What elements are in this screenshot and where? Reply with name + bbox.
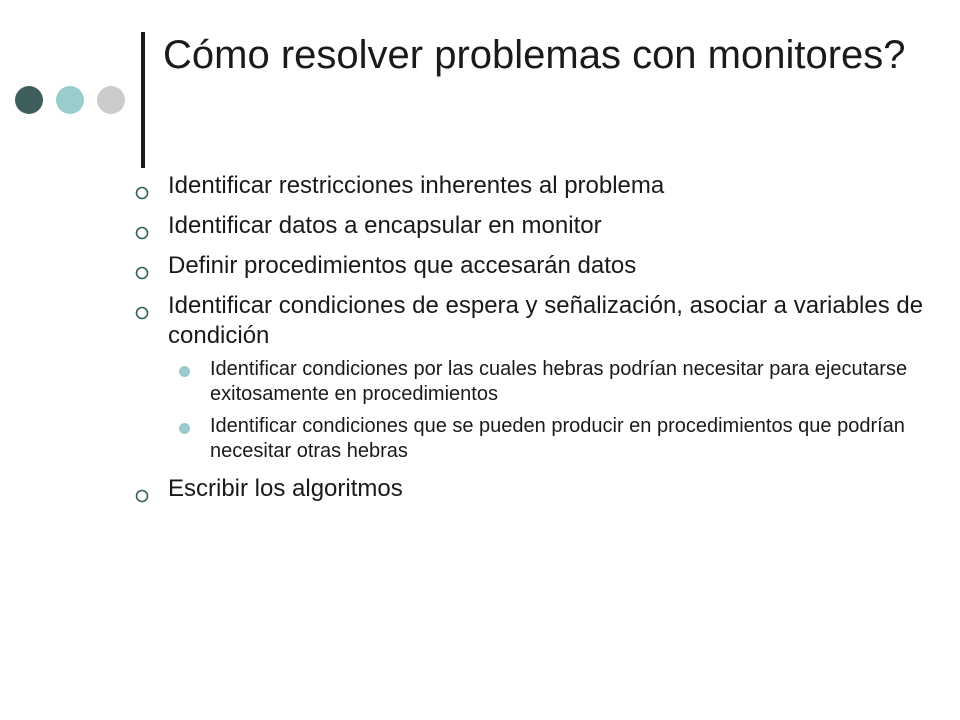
bullet-text: Identificar datos a encapsular en monitor [168, 212, 602, 239]
ring-bullet-icon [135, 186, 149, 200]
bullet-text: Identificar restricciones inherentes al problema [168, 172, 665, 199]
dot-bullet-icon [179, 366, 190, 377]
dot-bullet-icon [179, 423, 190, 434]
dot-dark [15, 86, 43, 114]
bullet-text: Definir procedimientos que accesarán datos [168, 252, 637, 279]
decorative-dots [15, 86, 138, 114]
bullet-item [128, 171, 928, 201]
sub-bullet-text: Identificar condiciones por las cuales hebras podrían necesitar para ejecutarse exitosamente en procedimientos [210, 358, 908, 405]
sub-bullet-item [168, 414, 928, 464]
sub-bullet-list [168, 357, 928, 464]
bullet-item [128, 211, 928, 241]
ring-bullet-icon [135, 306, 149, 320]
bullet-text: Escribir los algoritmos [168, 475, 403, 502]
sub-bullet-item [168, 357, 928, 407]
sub-bullet-text: Identificar condiciones que se pueden producir en procedimientos que podrían necesitar otras hebras [210, 415, 905, 462]
bullet-item [128, 474, 928, 504]
ring-bullet-icon [135, 226, 149, 240]
bullet-item [128, 291, 928, 464]
title-divider [141, 32, 145, 168]
bullet-text: Identificar condiciones de espera y señalización, asociar a variables de condición [168, 292, 924, 349]
dot-gray [97, 86, 125, 114]
ring-bullet-icon [135, 266, 149, 280]
slide-title: Cómo resolver problemas con monitores? [163, 33, 906, 77]
bullet-item [128, 251, 928, 281]
ring-bullet-icon [135, 489, 149, 503]
dot-light [56, 86, 84, 114]
bullet-list [128, 171, 928, 514]
